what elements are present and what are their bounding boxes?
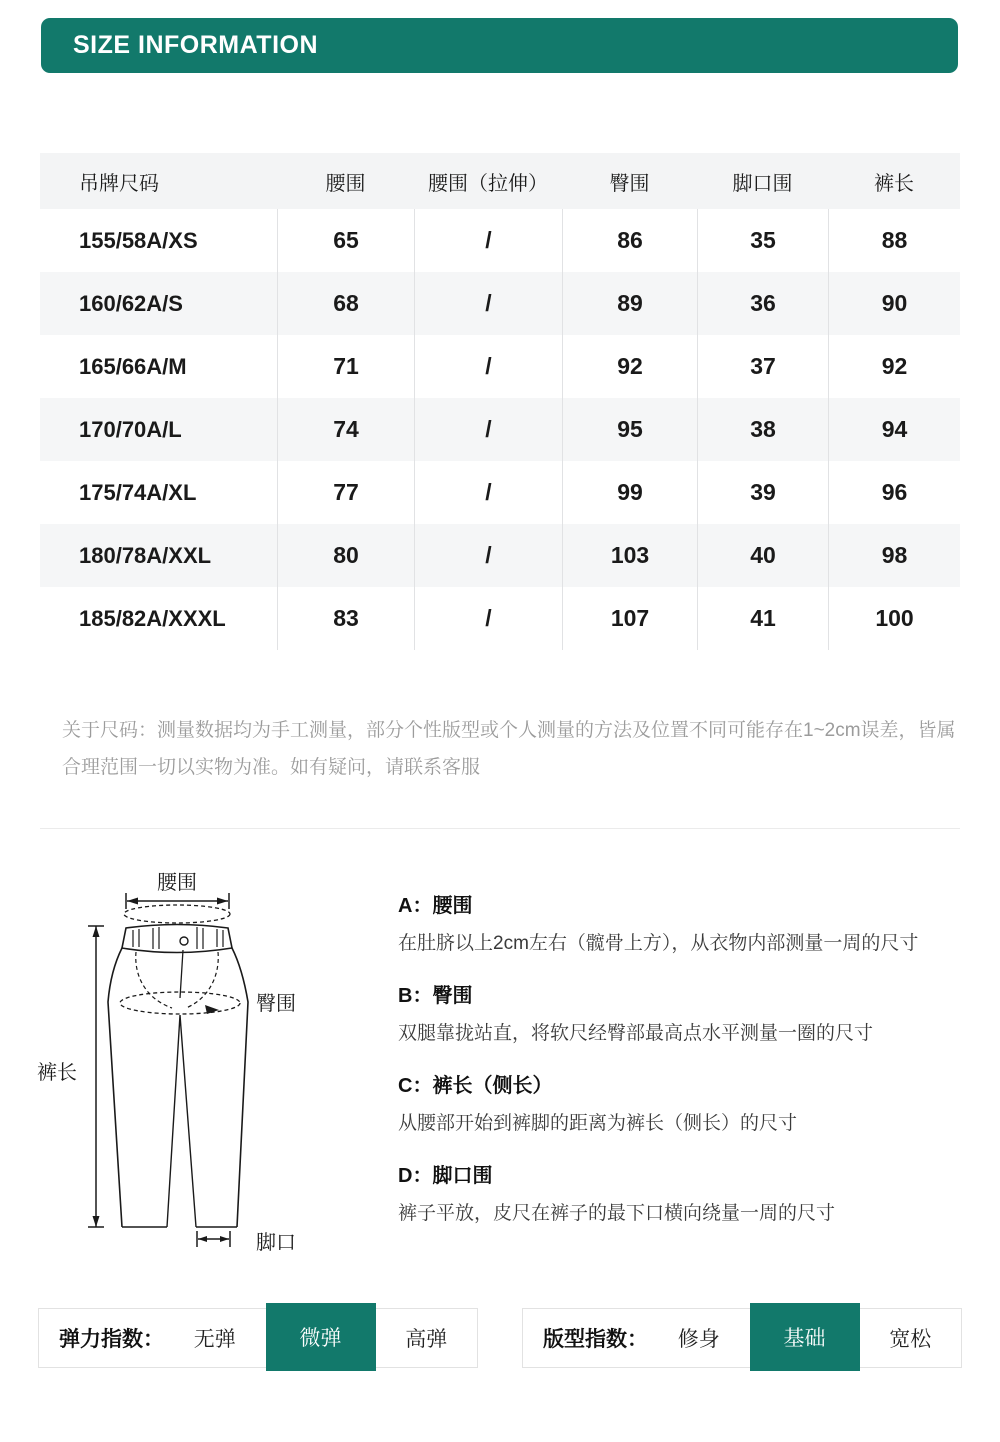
value-cell: /: [414, 461, 562, 524]
guide-title: B：臀围: [398, 985, 473, 1007]
value-cell: /: [414, 272, 562, 335]
value-cell: 77: [277, 461, 414, 524]
table-row: [40, 335, 960, 398]
value-cell: 103: [562, 524, 697, 587]
value-cell: 80: [277, 524, 414, 587]
value-cell: 92: [562, 335, 697, 398]
guide-desc: 裤子平放，皮尺在裤子的最下口横向绕量一周的尺寸: [398, 1203, 836, 1224]
value-cell: 86: [562, 209, 697, 272]
guide-item-waist: [398, 893, 973, 957]
guide-title: D：脚口围: [398, 1165, 493, 1187]
table-row: [40, 209, 960, 272]
value-cell: /: [414, 398, 562, 461]
elasticity-option-slight-selected: 微弹: [266, 1303, 376, 1371]
table-row: [40, 461, 960, 524]
table-row: [40, 587, 960, 650]
guide-item-length: [398, 1073, 973, 1137]
size-cell: 155/58A/XS: [79, 227, 198, 253]
fit-option-slim: 修身: [677, 1328, 720, 1351]
hip-label: 臀围: [256, 993, 296, 1015]
elasticity-option-none: 无弹: [193, 1328, 236, 1351]
value-cell: 41: [697, 587, 828, 650]
value-cell: 71: [277, 335, 414, 398]
value-cell: 36: [697, 272, 828, 335]
size-cell: 180/78A/XXL: [79, 542, 212, 568]
size-cell: 185/82A/XXXL: [79, 605, 226, 631]
value-cell: 94: [828, 398, 960, 461]
guide-desc: 从腰部开始到裤脚的距离为裤长（侧长）的尺寸: [398, 1113, 798, 1134]
value-cell: 89: [562, 272, 697, 335]
fit-index-box: [522, 1308, 962, 1368]
column-header: 吊牌尺码: [79, 172, 159, 195]
size-cell: 165/66A/M: [79, 353, 187, 379]
pants-measurement-diagram-icon: [30, 862, 370, 1282]
fit-index-label: 版型指数：: [543, 1328, 648, 1351]
guide-item-hip: [398, 983, 973, 1047]
size-table: [40, 153, 960, 650]
value-cell: /: [414, 209, 562, 272]
fit-option-loose: 宽松: [889, 1328, 932, 1351]
measurement-guide: [398, 893, 973, 1253]
column-header: 腰围: [325, 172, 366, 195]
table-row: [40, 524, 960, 587]
elasticity-index-label: 弹力指数：: [59, 1328, 164, 1351]
table-header-row: [40, 153, 960, 209]
value-cell: 92: [828, 335, 960, 398]
column-header: 腰围（拉伸）: [428, 172, 548, 195]
section-divider: [40, 828, 960, 829]
value-cell: 100: [828, 587, 960, 650]
elasticity-index-box: [38, 1308, 478, 1368]
column-header: 裤长: [874, 172, 914, 195]
value-cell: 88: [828, 209, 960, 272]
value-cell: 38: [697, 398, 828, 461]
column-header: 脚口围: [732, 172, 793, 195]
section-title-bar: [41, 18, 958, 73]
elasticity-options: [164, 1309, 477, 1367]
value-cell: 68: [277, 272, 414, 335]
waist-label: 腰围: [157, 872, 197, 894]
table-row: [40, 398, 960, 461]
size-disclaimer-note: 关于尺码：测量数据均为手工测量，部分个性版型或个人测量的方法及位置不同可能存在1~2cm误差，皆属合理范围一切以实物为准。如有疑问，请联系客服: [62, 720, 956, 778]
size-cell: 160/62A/S: [79, 290, 183, 316]
fit-option-basic-selected: 基础: [750, 1303, 860, 1371]
value-cell: /: [414, 335, 562, 398]
value-cell: 37: [697, 335, 828, 398]
hem-label: 脚口: [256, 1232, 296, 1254]
value-cell: 65: [277, 209, 414, 272]
elasticity-option-high: 高弹: [405, 1328, 448, 1351]
value-cell: 95: [562, 398, 697, 461]
table-row: [40, 272, 960, 335]
value-cell: 39: [697, 461, 828, 524]
guide-desc: 双腿靠拢站直，将软尺经臀部最高点水平测量一圈的尺寸: [398, 1023, 874, 1044]
guide-title: C：裤长（侧长）: [398, 1075, 553, 1097]
value-cell: 90: [828, 272, 960, 335]
guide-desc: 在肚脐以上2cm左右（髋骨上方），从衣物内部测量一周的尺寸: [398, 933, 919, 954]
value-cell: 74: [277, 398, 414, 461]
guide-item-hem: [398, 1163, 973, 1227]
section-title: SIZE INFORMATION: [73, 31, 319, 59]
value-cell: /: [414, 524, 562, 587]
value-cell: 98: [828, 524, 960, 587]
guide-title: A：腰围: [398, 895, 473, 917]
value-cell: 96: [828, 461, 960, 524]
size-cell: 175/74A/XL: [79, 479, 197, 505]
value-cell: 40: [697, 524, 828, 587]
value-cell: /: [414, 587, 562, 650]
value-cell: 35: [697, 209, 828, 272]
length-label: 裤长: [37, 1062, 77, 1084]
value-cell: 107: [562, 587, 697, 650]
size-cell: 170/70A/L: [79, 416, 182, 442]
column-header: 臀围: [609, 172, 650, 195]
value-cell: 83: [277, 587, 414, 650]
fit-options: [648, 1309, 961, 1367]
value-cell: 99: [562, 461, 697, 524]
